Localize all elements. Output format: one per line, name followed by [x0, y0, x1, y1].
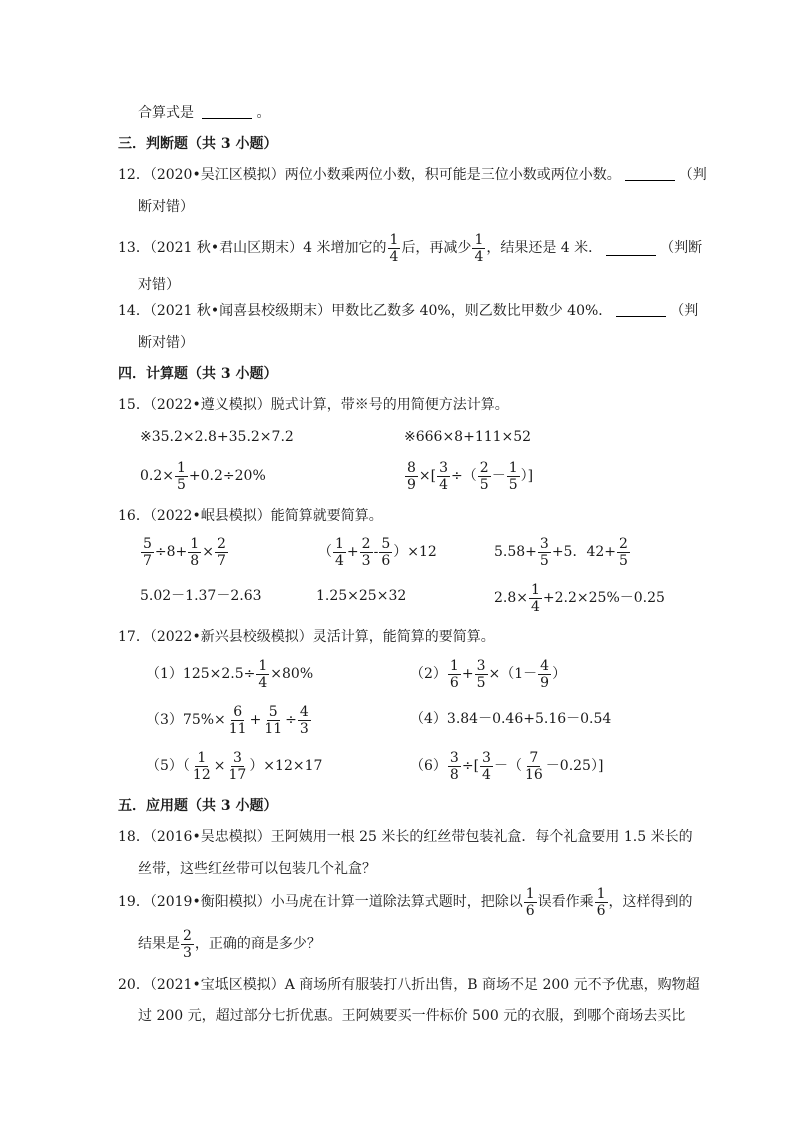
q12-text: 12．（2020•吴江区模拟）两位小数乘两位小数，积可能是三位小数或两位小数。	[118, 167, 621, 183]
fraction	[529, 582, 542, 615]
numerator: 1	[531, 581, 540, 598]
q14-text: 14．（2021 秋•闻喜县校级期末）甲数比乙数多 40%，则乙数比甲数少 40%．	[118, 303, 613, 319]
numerator: 2	[479, 459, 489, 476]
question-19-line1: 19．（2019•衡阳模拟）小马虎在计算一道除法算式题时，把除以 $\frac{1}{6}$ 误看作乘 $\frac{1}{6}$ ，这样得到的	[118, 885, 693, 919]
fraction	[405, 460, 418, 493]
denominator: 4	[482, 766, 491, 783]
fraction	[475, 658, 488, 691]
q14-tail: （判	[670, 303, 699, 319]
numerator: 4	[540, 657, 550, 674]
denominator: 4	[389, 248, 399, 265]
denominator: 3	[361, 552, 371, 569]
fraction	[333, 536, 346, 569]
denominator: 5	[539, 552, 549, 569]
q17-part-6: （6） $\frac{3}{8}$ ÷[ $\frac{3}{4}$ －（ $\frac{7}{16}$ －0.25）]	[410, 749, 604, 783]
denominator: 11	[264, 720, 283, 737]
numerator: 1	[258, 657, 268, 674]
q13-text-b: 后，再减少	[401, 240, 472, 256]
q16-expr-6: 2.8× $\frac{1}{4}$ +2.2×25%－0.25	[494, 581, 665, 615]
q12-line2: 断对错）	[138, 199, 194, 215]
q13-text-a: 13．（2021 秋•君山区期末）4 米增加它的	[118, 240, 387, 256]
denominator: 4	[474, 248, 484, 265]
numerator: 1	[525, 885, 535, 902]
fraction	[472, 232, 485, 265]
denominator: 5	[508, 476, 518, 493]
q13-tail: （判断	[660, 240, 703, 256]
answer-blank[interactable]	[625, 166, 675, 181]
q16-expr-5: 1.25×25×32	[316, 588, 407, 604]
fraction	[388, 232, 401, 265]
fraction	[256, 658, 269, 691]
numerator: 1	[596, 885, 606, 902]
denominator: 17	[228, 766, 247, 783]
denominator: 7	[216, 552, 226, 569]
numerator: 4	[299, 703, 309, 720]
answer-blank[interactable]	[606, 241, 656, 256]
fraction	[215, 536, 228, 569]
question-16-stem: 16．（2022•岷县模拟）能简算就要简算。	[118, 508, 383, 524]
denominator: 5	[619, 552, 628, 569]
q17-part-4: （4）3.84－0.46+5.16－0.54	[410, 711, 612, 727]
numerator: 5	[268, 703, 278, 720]
denominator: 4	[335, 552, 344, 569]
q16-expr-1: $\frac{5}{7}$ ÷8+ $\frac{1}{8}$ × $\frac{2}{7}$	[143, 535, 226, 569]
question-15-stem: 15．（2022•遵义模拟）脱式计算，带※号的用简便方法计算。	[118, 397, 509, 413]
fraction	[448, 750, 461, 783]
fraction	[141, 536, 154, 569]
fraction	[478, 460, 491, 493]
fraction	[360, 536, 373, 569]
answer-blank[interactable]	[202, 104, 252, 119]
numerator: 5	[143, 535, 152, 552]
fraction	[191, 750, 213, 783]
numerator: 5	[381, 535, 391, 552]
denominator: 8	[449, 766, 459, 783]
section-5-title: 五．应用题（共 3 小题）	[118, 798, 278, 814]
question-19-line2: 结果是 $\frac{2}{3}$ ，正确的商是多少？	[138, 927, 321, 961]
question-18-line1: 18．（2016•吴忠模拟）王阿姨用一根 25 米长的红丝带包装礼盒．每个礼盒要用 1.5 米长的	[118, 829, 693, 845]
question-17-stem: 17．（2022•新兴县校级模拟）灵活计算，能简算的要简算。	[118, 629, 495, 645]
q17-part-1: （1）125×2.5÷ $\frac{1}{4}$ ×80%	[146, 657, 314, 691]
q17-part-3: （3）75%× $\frac{6}{11}$ + $\frac{5}{11}$ ÷ $\frac{4}{3}$	[146, 703, 309, 737]
fraction	[379, 536, 392, 569]
denominator: 9	[540, 674, 550, 691]
denominator: 8	[190, 552, 200, 569]
denominator: 5	[476, 674, 486, 691]
numerator: 1	[177, 459, 186, 476]
q13-line2: 对错）	[138, 277, 180, 293]
numerator: 2	[183, 927, 192, 944]
fraction	[262, 704, 284, 737]
numerator: 7	[529, 749, 539, 766]
q15-expr-4: $\frac{8}{9}$ ×[ $\frac{3}{4}$ ÷（ $\frac{2}{5}$ － $\frac{1}{5}$ ）]	[407, 459, 534, 493]
q15-expr-3: 0.2× $\frac{1}{5}$ +0.2÷20%	[140, 459, 266, 493]
denominator: 7	[143, 552, 152, 569]
q11-end: 。	[256, 105, 271, 121]
fraction	[437, 460, 450, 493]
numerator: 3	[439, 459, 449, 476]
q12-tail: （判	[678, 167, 707, 183]
fraction	[524, 886, 537, 919]
fraction	[188, 536, 201, 569]
denominator: 5	[177, 476, 186, 493]
numerator: 3	[449, 749, 459, 766]
denominator: 6	[449, 674, 459, 691]
denominator: 11	[228, 720, 247, 737]
numerator: 1	[197, 749, 207, 766]
numerator: 2	[216, 535, 226, 552]
question-20-line2: 过 200 元，超过部分七折优惠。王阿姨要买一件标价 500 元的衣服，到哪个商场去买比	[138, 1008, 686, 1024]
answer-blank[interactable]	[616, 302, 666, 317]
numerator: 3	[539, 535, 549, 552]
question-13	[118, 228, 702, 268]
denominator: 5	[479, 476, 489, 493]
numerator: 8	[407, 459, 416, 476]
denominator: 16	[524, 766, 543, 783]
denominator: 12	[192, 766, 211, 783]
fraction	[523, 750, 545, 783]
question-20-line1: 20．（2021•宝坻区模拟）A 商场所有服装打八折出售，B 商场不足 200 元不予优惠，购物超	[118, 977, 700, 993]
fraction	[507, 460, 520, 493]
numerator: 1	[335, 535, 344, 552]
q15-expr-2: ※666×8+111×52	[404, 429, 532, 445]
denominator: 6	[525, 902, 535, 919]
denominator: 6	[596, 902, 606, 919]
numerator: 1	[449, 657, 459, 674]
denominator: 6	[381, 552, 391, 569]
numerator: 1	[508, 459, 518, 476]
denominator: 4	[531, 598, 540, 615]
question-14	[118, 302, 698, 320]
fraction	[448, 658, 461, 691]
q14-line2: 断对错）	[138, 335, 194, 351]
section-4-title: 四．计算题（共 3 小题）	[118, 366, 278, 382]
q13-text-c: ，结果还是 4 米．	[486, 240, 603, 256]
denominator: 9	[407, 476, 416, 493]
fraction	[175, 460, 188, 493]
q17-part-2: （2） $\frac{1}{6}$ + $\frac{3}{5}$ ×（1－ $\frac{4}{9}$ ）	[410, 657, 567, 691]
fraction	[617, 536, 630, 569]
fraction	[227, 704, 249, 737]
q16-expr-4: 5.02－1.37－2.63	[140, 588, 262, 604]
q11-text: 合算式是	[138, 105, 194, 121]
numerator: 6	[233, 703, 243, 720]
q16-expr-2: （ $\frac{1}{4}$ + $\frac{2}{3}$ - $\frac{5}{6}$ ）×12	[318, 535, 437, 569]
numerator: 3	[476, 657, 486, 674]
q11-tail	[138, 104, 270, 122]
section-3-title: 三．判断题（共 3 小题）	[118, 136, 278, 152]
fraction	[595, 886, 608, 919]
numerator: 1	[389, 231, 399, 248]
fraction	[226, 750, 248, 783]
q16-expr-3: 5.58+ $\frac{3}{5}$ +5．42+ $\frac{2}{5}$	[494, 535, 628, 569]
fraction	[181, 928, 194, 961]
question-18-line2: 丝带，这些红丝带可以包装几个礼盒？	[138, 861, 376, 877]
fraction	[538, 536, 551, 569]
denominator: 4	[258, 674, 268, 691]
q15-expr-1: ※35.2×2.8+35.2×7.2	[140, 429, 294, 445]
numerator: 1	[474, 231, 484, 248]
question-12	[118, 166, 707, 184]
numerator: 3	[232, 749, 242, 766]
numerator: 1	[190, 535, 200, 552]
fraction	[480, 750, 493, 783]
numerator: 2	[361, 535, 371, 552]
fraction	[298, 704, 311, 737]
denominator: 3	[183, 944, 192, 961]
numerator: 3	[482, 749, 491, 766]
numerator: 2	[619, 535, 628, 552]
denominator: 4	[439, 476, 449, 493]
q17-part-5: （5）（ $\frac{1}{12}$ × $\frac{3}{17}$ ）×12×17	[146, 749, 323, 783]
fraction	[538, 658, 551, 691]
denominator: 3	[299, 720, 309, 737]
